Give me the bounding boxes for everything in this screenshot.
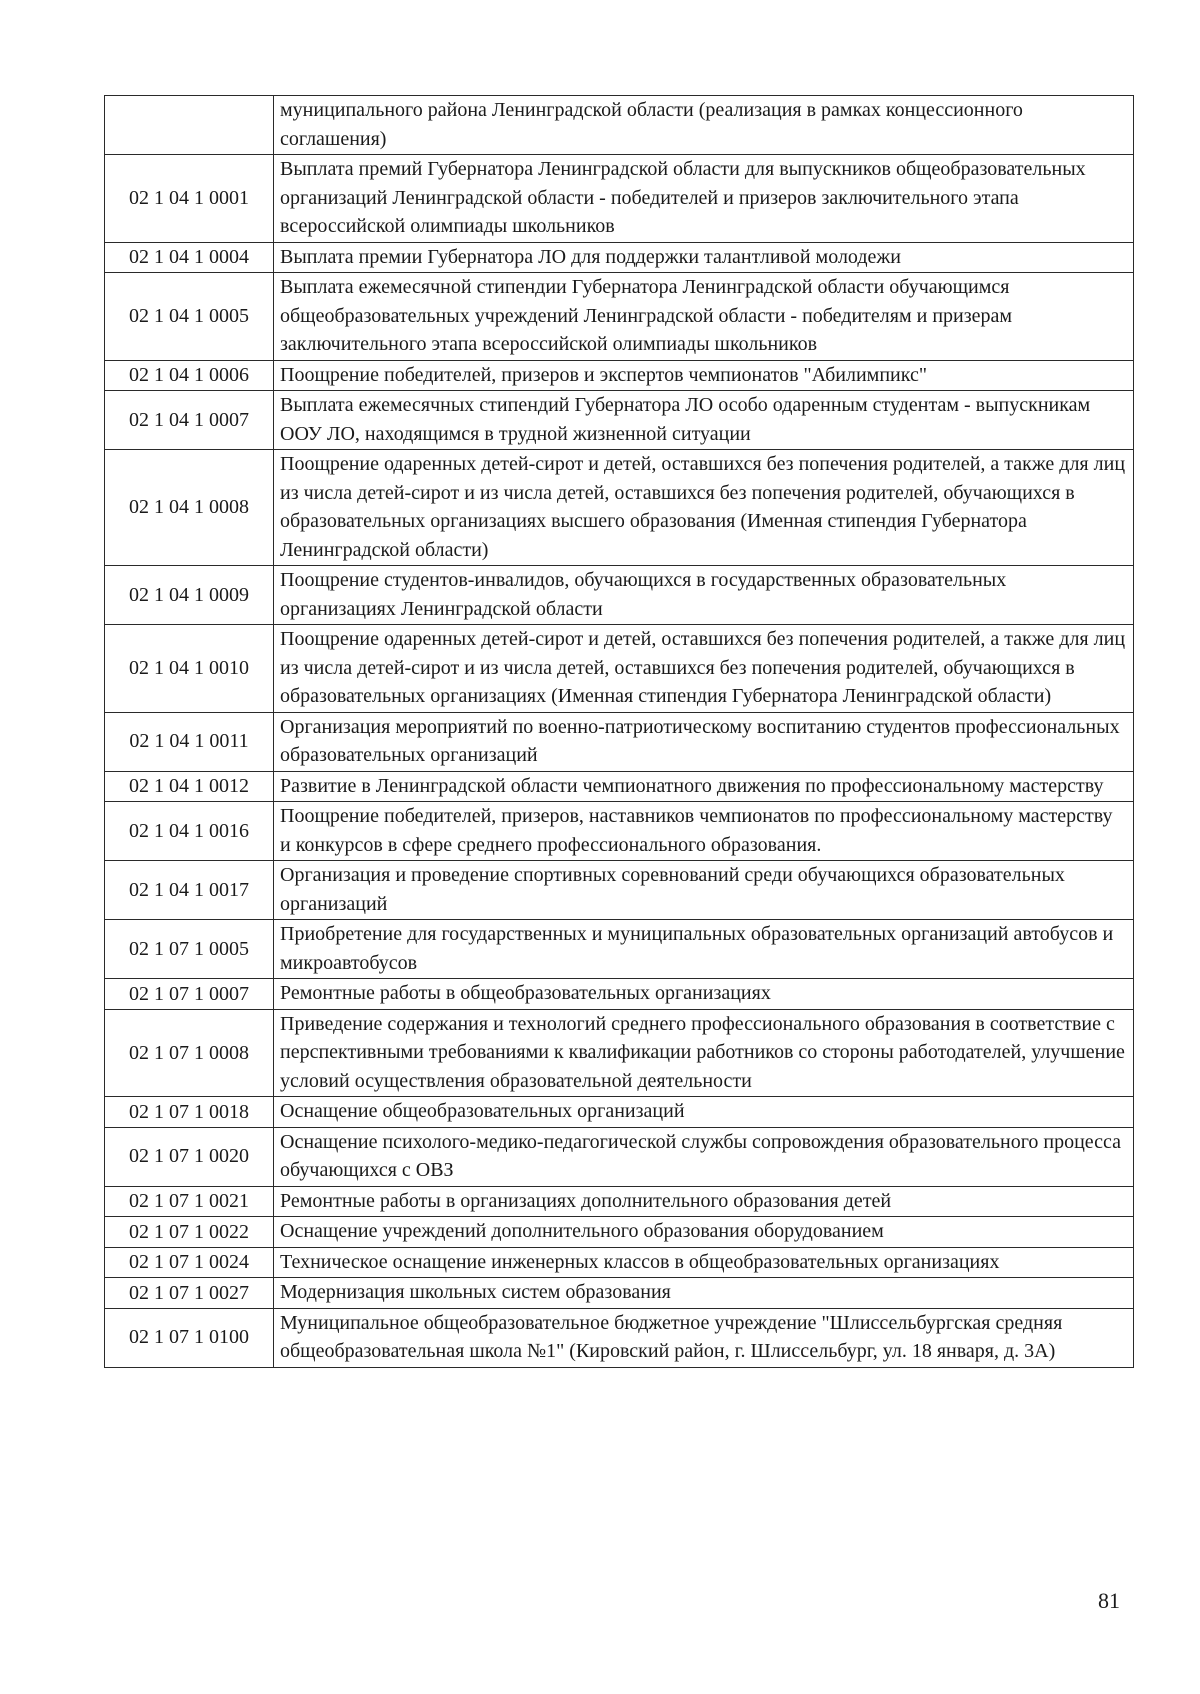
row-description: Выплата ежемесячных стипендий Губернатора ЛО особо одаренным студентам - выпускникам ООУ ЛО, находящимся в трудной жизненной ситуации — [274, 391, 1134, 450]
row-description: Развитие в Ленинградской области чемпионатного движения по профессиональному мастерству — [274, 771, 1134, 802]
row-code: 02 1 07 1 0007 — [105, 979, 274, 1010]
row-description: Поощрение одаренных детей-сирот и детей, оставшихся без попечения родителей, а также для лиц из числа детей-сирот и из числа детей, оставшихся без попечения родителей, обучающихся в образовательных организациях высшего образования (Именная стипендия Губернатора Ленинградской области) — [274, 450, 1134, 566]
row-description: Поощрение победителей, призеров и экспертов чемпионатов "Абилимпикс" — [274, 360, 1134, 391]
row-description: Поощрение одаренных детей-сирот и детей, оставшихся без попечения родителей, а также для лиц из числа детей-сирот и из числа детей, оставшихся без попечения родителей, обучающихся в образовательных организациях (Именная стипендия Губернатора Ленинградской области) — [274, 625, 1134, 713]
row-description: Поощрение студентов-инвалидов, обучающихся в государственных образовательных организациях Ленинградской области — [274, 566, 1134, 625]
row-code: 02 1 07 1 0020 — [105, 1127, 274, 1186]
row-description: Техническое оснащение инженерных классов в общеобразовательных организациях — [274, 1247, 1134, 1278]
row-code: 02 1 07 1 0027 — [105, 1278, 274, 1309]
row-description: Организация и проведение спортивных соревнований среди обучающихся образовательных организаций — [274, 861, 1134, 920]
table-row — [105, 771, 1134, 802]
table-row — [105, 273, 1134, 361]
table-row — [105, 802, 1134, 861]
row-code: 02 1 04 1 0001 — [105, 155, 274, 243]
table-row — [105, 242, 1134, 273]
table-row — [105, 920, 1134, 979]
row-code: 02 1 07 1 0008 — [105, 1009, 274, 1097]
row-description: Выплата ежемесячной стипендии Губернатора Ленинградской области обучающимся общеобразовательных учреждений Ленинградской области - победителям и призерам заключительного этапа всероссийской олимпиады школьников — [274, 273, 1134, 361]
row-description: Ремонтные работы в общеобразовательных организациях — [274, 979, 1134, 1010]
row-description: Приведение содержания и технологий среднего профессионального образования в соответствие с перспективными требованиями к квалификации работников со стороны работодателей, улучшение условий осуществления образовательной деятельности — [274, 1009, 1134, 1097]
table-body — [105, 96, 1134, 1368]
row-description: Ремонтные работы в организациях дополнительного образования детей — [274, 1186, 1134, 1217]
table-row — [105, 1097, 1134, 1128]
table-row — [105, 155, 1134, 243]
row-code: 02 1 04 1 0010 — [105, 625, 274, 713]
row-code: 02 1 04 1 0017 — [105, 861, 274, 920]
row-description: Модернизация школьных систем образования — [274, 1278, 1134, 1309]
row-code: 02 1 04 1 0008 — [105, 450, 274, 566]
row-description: Муниципальное общеобразовательное бюджетное учреждение "Шлиссельбургская средняя общеобразовательная школа №1" (Кировский район, г. Шлиссельбург, ул. 18 января, д. 3А) — [274, 1308, 1134, 1367]
table-row — [105, 1217, 1134, 1248]
table-row — [105, 391, 1134, 450]
row-description: Выплата премий Губернатора Ленинградской области для выпускников общеобразовательных организаций Ленинградской области - победителей и призеров заключительного этапа всероссийской олимпиады школьников — [274, 155, 1134, 243]
row-code: 02 1 07 1 0021 — [105, 1186, 274, 1217]
table-row — [105, 1186, 1134, 1217]
row-code: 02 1 04 1 0006 — [105, 360, 274, 391]
table-row — [105, 96, 1134, 155]
row-description: Оснащение общеобразовательных организаций — [274, 1097, 1134, 1128]
row-code: 02 1 04 1 0007 — [105, 391, 274, 450]
row-code: 02 1 04 1 0016 — [105, 802, 274, 861]
row-code: 02 1 04 1 0004 — [105, 242, 274, 273]
row-code: 02 1 07 1 0005 — [105, 920, 274, 979]
table-row — [105, 1247, 1134, 1278]
row-description: Оснащение психолого-медико-педагогической службы сопровождения образовательного процесса обучающихся с ОВЗ — [274, 1127, 1134, 1186]
table-row — [105, 1278, 1134, 1309]
row-code: 02 1 04 1 0009 — [105, 566, 274, 625]
row-code: 02 1 07 1 0018 — [105, 1097, 274, 1128]
row-description: Оснащение учреждений дополнительного образования оборудованием — [274, 1217, 1134, 1248]
row-description: Приобретение для государственных и муниципальных образовательных организаций автобусов и микроавтобусов — [274, 920, 1134, 979]
table-row — [105, 625, 1134, 713]
row-code: 02 1 04 1 0011 — [105, 712, 274, 771]
row-code: 02 1 07 1 0024 — [105, 1247, 274, 1278]
table-row — [105, 861, 1134, 920]
row-code: 02 1 07 1 0100 — [105, 1308, 274, 1367]
row-description: муниципального района Ленинградской области (реализация в рамках концессионного соглашения) — [274, 96, 1134, 155]
table-row — [105, 1308, 1134, 1367]
table-row — [105, 1127, 1134, 1186]
row-code — [105, 96, 274, 155]
row-code: 02 1 04 1 0005 — [105, 273, 274, 361]
table-row — [105, 712, 1134, 771]
table-row — [105, 1009, 1134, 1097]
row-description: Выплата премии Губернатора ЛО для поддержки талантливой молодежи — [274, 242, 1134, 273]
table-row — [105, 979, 1134, 1010]
row-code: 02 1 07 1 0022 — [105, 1217, 274, 1248]
page-number: 81 — [1098, 1588, 1120, 1613]
row-description: Организация мероприятий по военно-патриотическому воспитанию студентов профессиональных образовательных организаций — [274, 712, 1134, 771]
table-row — [105, 450, 1134, 566]
budget-codes-table — [104, 95, 1134, 1368]
row-description: Поощрение победителей, призеров, наставников чемпионатов по профессиональному мастерству и конкурсов в сфере среднего профессионального образования. — [274, 802, 1134, 861]
table-row — [105, 360, 1134, 391]
table-row — [105, 566, 1134, 625]
row-code: 02 1 04 1 0012 — [105, 771, 274, 802]
